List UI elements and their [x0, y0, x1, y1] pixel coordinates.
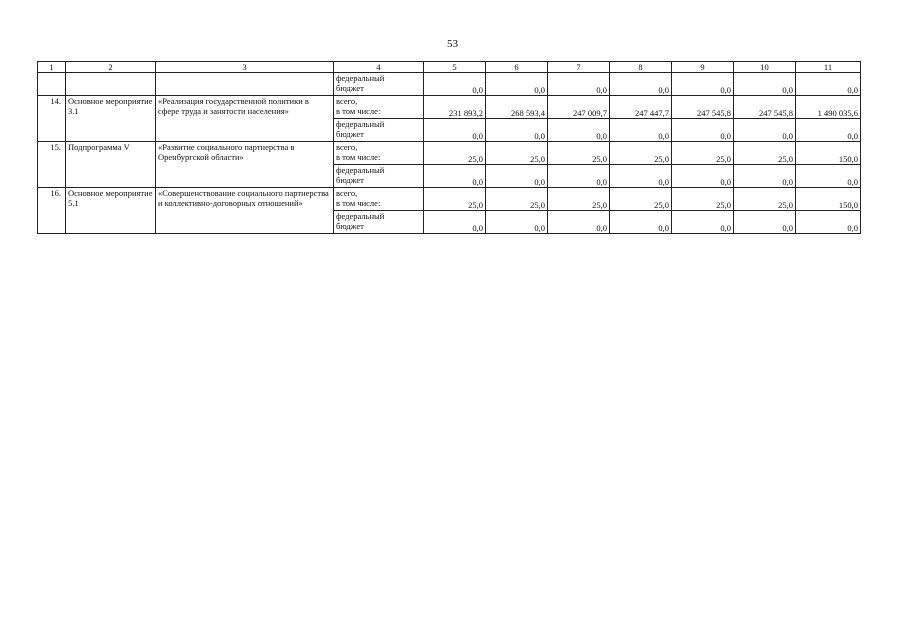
table-row [38, 73, 861, 96]
amount-cell: 0,0 [796, 119, 861, 142]
amount-cell: 1 490 035,6 [796, 96, 861, 119]
amount-cell: 0,0 [734, 119, 796, 142]
row-index: 15. [38, 142, 66, 188]
table-row [38, 96, 861, 119]
program-name: «Совершенствование социального партнерства и коллективно-договорных отношений» [156, 188, 334, 234]
amount-cell: 0,0 [548, 119, 610, 142]
amount-cell: 25,0 [734, 188, 796, 211]
program-name: «Развитие социального партнерства в Оренбургской области» [156, 142, 334, 188]
amount-cell: 0,0 [424, 119, 486, 142]
funding-source-line: федеральный [336, 211, 385, 221]
amount-cell: 0,0 [610, 119, 672, 142]
page-number: 53 [447, 38, 458, 50]
column-number: 4 [334, 62, 424, 73]
amount-cell: 0,0 [424, 165, 486, 188]
row-index: 16. [38, 188, 66, 234]
amount-cell: 0,0 [796, 211, 861, 234]
column-number: 11 [796, 62, 861, 73]
column-number: 3 [156, 62, 334, 73]
amount-cell: 150,0 [796, 188, 861, 211]
funding-source [334, 142, 424, 165]
program-name [156, 73, 334, 96]
funding-source [334, 211, 424, 234]
program-type [66, 73, 156, 96]
funding-source-line: бюджет [336, 83, 364, 93]
amount-cell: 231 893,2 [424, 96, 486, 119]
amount-cell: 0,0 [796, 73, 861, 96]
program-name: «Реализация государственной политики в сфере труда и занятости населения» [156, 96, 334, 142]
column-number: 8 [610, 62, 672, 73]
amount-cell: 247 009,7 [548, 96, 610, 119]
row-index [38, 73, 66, 96]
amount-cell: 25,0 [548, 188, 610, 211]
amount-cell: 0,0 [734, 165, 796, 188]
funding-source [334, 165, 424, 188]
table-row [38, 188, 861, 211]
amount-cell: 0,0 [610, 73, 672, 96]
amount-cell: 25,0 [486, 188, 548, 211]
amount-cell: 25,0 [672, 188, 734, 211]
amount-cell: 0,0 [672, 119, 734, 142]
column-number: 1 [38, 62, 66, 73]
amount-cell: 25,0 [734, 142, 796, 165]
amount-cell: 0,0 [734, 73, 796, 96]
amount-cell: 247 545,8 [734, 96, 796, 119]
table-row [38, 142, 861, 165]
amount-cell: 247 545,8 [672, 96, 734, 119]
funding-source [334, 96, 424, 119]
amount-cell: 0,0 [610, 211, 672, 234]
amount-cell: 25,0 [610, 142, 672, 165]
amount-cell: 25,0 [424, 188, 486, 211]
amount-cell: 268 593,4 [486, 96, 548, 119]
funding-source-line: всего, [336, 96, 358, 106]
funding-source-line: всего, [336, 142, 358, 152]
amount-cell: 0,0 [548, 73, 610, 96]
amount-cell: 25,0 [610, 188, 672, 211]
funding-source-line: бюджет [336, 175, 364, 185]
amount-cell: 25,0 [672, 142, 734, 165]
amount-cell: 25,0 [486, 142, 548, 165]
funding-source [334, 119, 424, 142]
budget-table [37, 61, 861, 234]
amount-cell: 0,0 [486, 211, 548, 234]
funding-source-line: всего, [336, 188, 358, 198]
funding-source-line: бюджет [336, 221, 364, 231]
column-number: 2 [66, 62, 156, 73]
amount-cell: 0,0 [672, 73, 734, 96]
amount-cell: 0,0 [610, 165, 672, 188]
funding-source-line: в том числе: [336, 198, 381, 208]
amount-cell: 247 447,7 [610, 96, 672, 119]
funding-source-line: в том числе: [336, 152, 381, 162]
column-number-row [38, 62, 861, 73]
funding-source-line: федеральный [336, 73, 385, 83]
funding-source-line: в том числе: [336, 106, 381, 116]
column-number: 9 [672, 62, 734, 73]
amount-cell: 25,0 [548, 142, 610, 165]
amount-cell: 0,0 [548, 211, 610, 234]
column-number: 5 [424, 62, 486, 73]
column-number: 6 [486, 62, 548, 73]
funding-source-line: федеральный [336, 119, 385, 129]
amount-cell: 0,0 [672, 165, 734, 188]
column-number: 7 [548, 62, 610, 73]
program-type: Основное мероприятие 5.1 [66, 188, 156, 234]
amount-cell: 0,0 [486, 165, 548, 188]
funding-source-line: федеральный [336, 165, 385, 175]
amount-cell: 0,0 [548, 165, 610, 188]
amount-cell: 0,0 [424, 211, 486, 234]
program-type: Подпрограмма V [66, 142, 156, 188]
amount-cell: 0,0 [486, 73, 548, 96]
amount-cell: 0,0 [486, 119, 548, 142]
funding-source [334, 188, 424, 211]
funding-source [334, 73, 424, 96]
column-number: 10 [734, 62, 796, 73]
amount-cell: 0,0 [424, 73, 486, 96]
funding-source-line: бюджет [336, 129, 364, 139]
amount-cell: 0,0 [672, 211, 734, 234]
amount-cell: 0,0 [796, 165, 861, 188]
amount-cell: 0,0 [734, 211, 796, 234]
row-index: 14. [38, 96, 66, 142]
program-type: Основное мероприятие 3.1 [66, 96, 156, 142]
amount-cell: 150,0 [796, 142, 861, 165]
amount-cell: 25,0 [424, 142, 486, 165]
